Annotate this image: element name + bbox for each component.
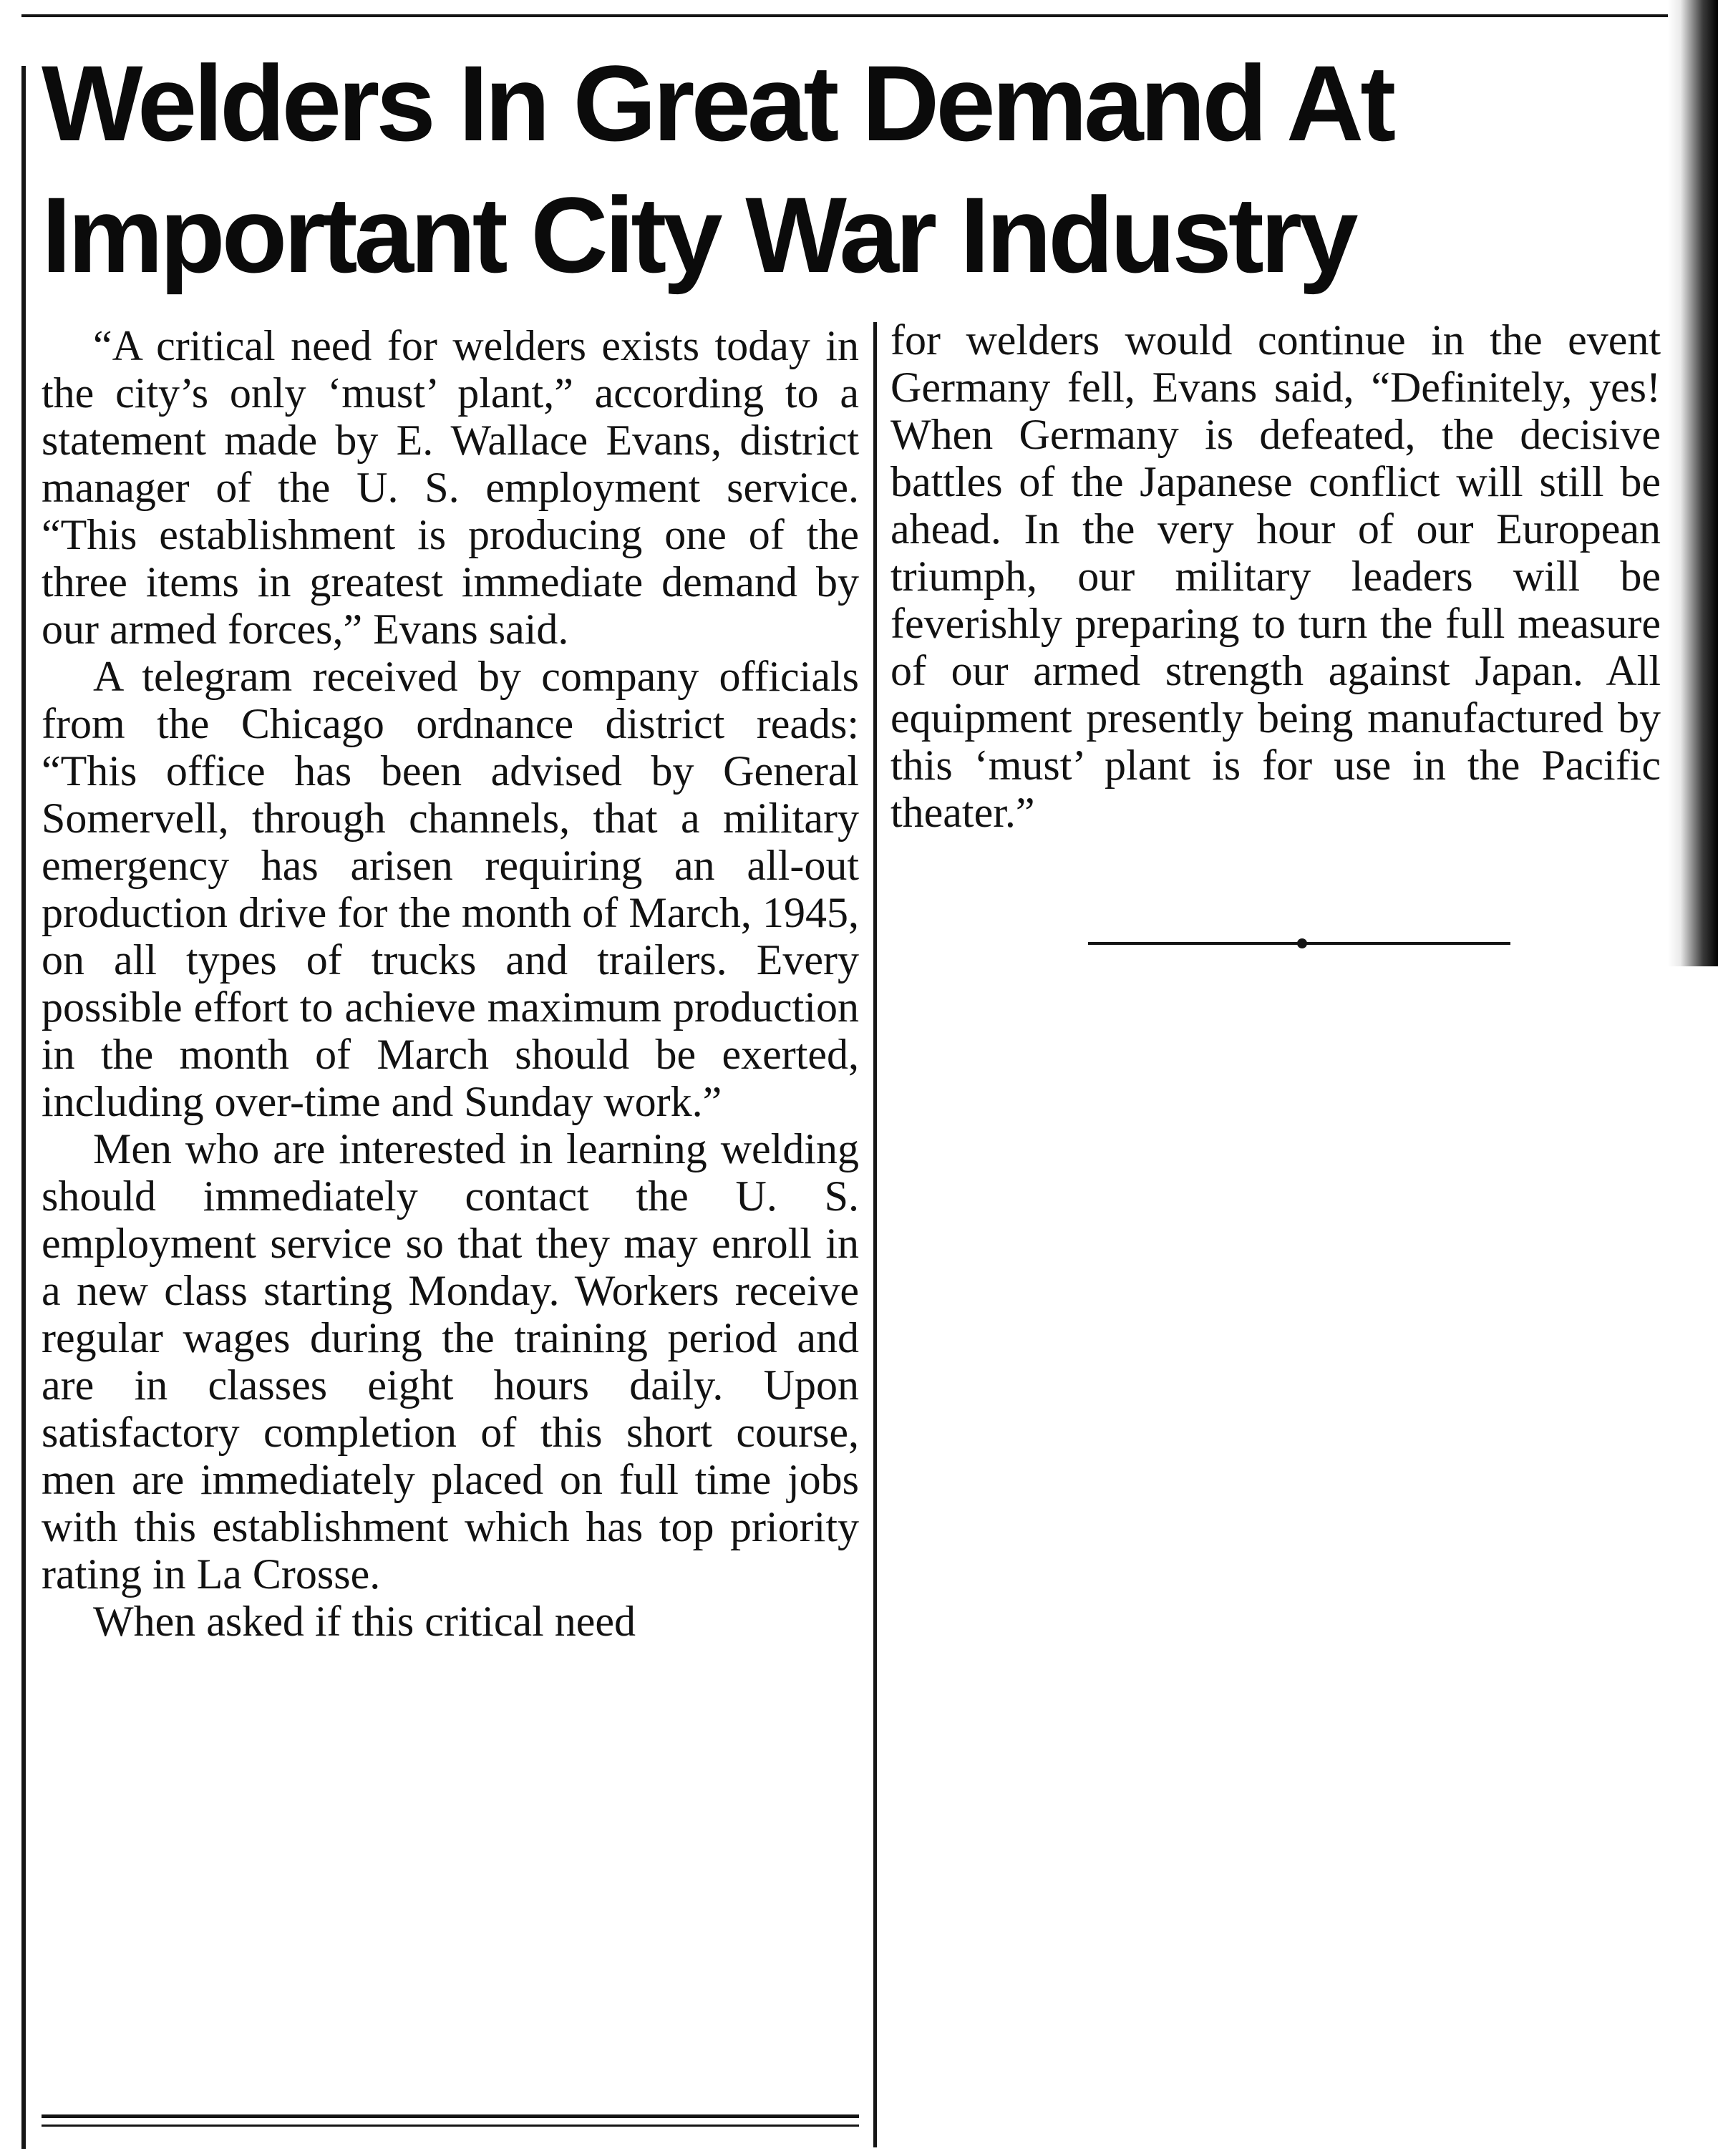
headline — [42, 37, 1638, 301]
paragraph-3: Men who are interested in learning welding should immediately contact the U. S. employment service so that they may enroll in a new class starting Monday. Workers receive regular wages during the training period and are in classes eight hours daily. Upon satisfactory completion of this short course, men are immediately placed on full time jobs with this establishment which has top priority rating in La Crosse. — [42, 1125, 859, 1598]
paragraph-1: “A critical need for welders exists today in the city’s only ‘must’ plant,” according to a statement made by E. Wallace Evans, district manager of the U. S. employment service. “This establishment is producing one of the three items in greatest immediate demand by our armed forces,” Evans said. — [42, 322, 859, 653]
headline-line-1: Welders In Great Demand At — [42, 43, 1393, 163]
bottom-rule-2 — [42, 2125, 859, 2127]
paragraph-2: A telegram received by company officials from the Chicago ordnance district reads: “This office has been advised by General Somervell, through channels, that a military emergency has arisen requiring an all-out production drive for the month of March, 1945, on all types of trucks and trailers. Every possible effort to achieve maximum production in the month of March should be exerted, including over-time and Sunday work.” — [42, 653, 859, 1125]
scan-edge-shadow — [1668, 0, 1718, 966]
headline-line-2: Important City War Industry — [42, 175, 1355, 295]
right-column — [890, 316, 1661, 946]
column-divider — [873, 322, 877, 2147]
bottom-rule-1 — [42, 2114, 859, 2118]
paragraph-continued: for welders would continue in the event Germany fell, Evans said, “Definitely, yes! When Germany is defeated, the decisive battles of the Japanese conflict will still be ahead. In the very hour of our European triumph, our military leaders will be feverishly preparing to turn the full measure of our armed strength against Japan. All equipment presently being manufactured by this ‘must’ plant is for use in the Pacific theater.” — [890, 316, 1661, 836]
left-column — [42, 322, 859, 2112]
paragraph-4: When asked if this critical need — [93, 1598, 636, 1645]
end-rule-dot — [1297, 938, 1307, 948]
top-rule — [21, 14, 1668, 17]
left-border-rule — [21, 66, 26, 2149]
